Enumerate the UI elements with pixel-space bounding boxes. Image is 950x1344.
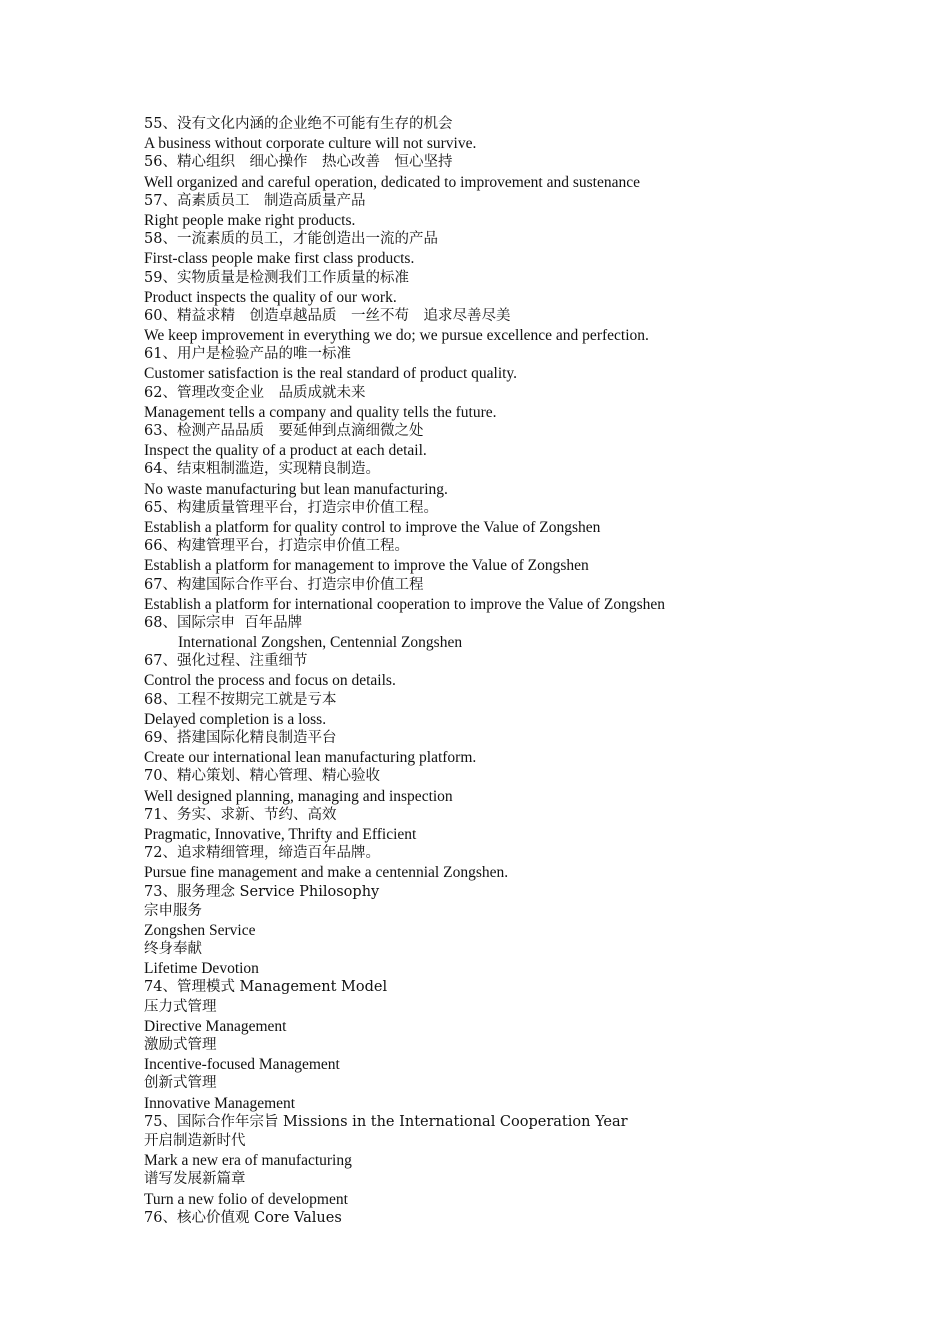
english-line: Well designed planning, managing and inspection: [144, 787, 453, 805]
chinese-line: 57、高素质员工 制造高质量产品: [144, 192, 366, 209]
english-line: First-class people make first class products.: [144, 250, 415, 268]
chinese-line: 创新式管理: [144, 1075, 217, 1092]
english-line: Directive Management: [144, 1017, 287, 1035]
english-line: Inspect the quality of a product at each detail.: [144, 442, 427, 460]
english-line: Delayed completion is a loss.: [144, 710, 327, 728]
chinese-line: 70、精心策划、精心管理、精心验收: [144, 768, 380, 785]
chinese-line: 76、核心价值观 Core Values: [144, 1209, 342, 1226]
chinese-line: 59、实物质量是检测我们工作质量的标准: [144, 269, 409, 286]
chinese-line: 压力式管理: [144, 998, 217, 1015]
chinese-line: 72、追求精细管理，缔造百年品牌。: [144, 845, 380, 862]
english-line: Lifetime Devotion: [144, 960, 259, 978]
english-line: International Zongshen, Centennial Zongshen: [178, 634, 463, 652]
chinese-line: 61、用户是检验产品的唯一标准: [144, 346, 351, 363]
document-body: [144, 115, 864, 1228]
english-line: Create our international lean manufacturing platform.: [144, 749, 477, 767]
chinese-line: 56、精心组织 细心操作 热心改善 恒心坚持: [144, 154, 453, 171]
english-line: We keep improvement in everything we do; we pursue excellence and perfection.: [144, 327, 649, 345]
chinese-line: 谱写发展新篇章: [144, 1171, 246, 1188]
english-line: Well organized and careful operation, dedicated to improvement and sustenance: [144, 173, 640, 191]
english-line: Pursue fine management and make a centennial Zongshen.: [144, 864, 509, 882]
english-line: Management tells a company and quality tells the future.: [144, 403, 497, 421]
chinese-line: 激励式管理: [144, 1037, 217, 1053]
chinese-line: 71、务实、求新、节约、高效: [144, 806, 337, 823]
english-line: Establish a platform for management to improve the Value of Zongshen: [144, 557, 589, 575]
chinese-line: 终身奉献: [144, 941, 202, 958]
chinese-line: 67、构建国际合作平台、打造宗申价值工程: [144, 576, 424, 593]
chinese-line: 68、国际宗申 百年品牌: [144, 614, 303, 631]
chinese-line: 60、精益求精 创造卓越品质 一丝不苟 追求尽善尽美: [144, 307, 511, 324]
chinese-line: 75、国际合作年宗旨 Missions in the International Cooperation Year: [144, 1113, 628, 1130]
chinese-line: 65、构建质量管理平台，打造宗申价值工程。: [144, 499, 438, 516]
english-line: Right people make right products.: [144, 211, 356, 229]
english-line: No waste manufacturing but lean manufacturing.: [144, 480, 448, 498]
english-line: Establish a platform for quality control to improve the Value of Zongshen: [144, 518, 601, 536]
chinese-line: 68、工程不按期完工就是亏本: [144, 691, 337, 708]
english-line: A business without corporate culture will not survive.: [144, 135, 477, 153]
english-line: Control the process and focus on details.: [144, 672, 396, 690]
chinese-line: 58、一流素质的员工，才能创造出一流的产品: [144, 231, 438, 248]
english-line: Turn a new folio of development: [144, 1190, 348, 1208]
chinese-line: 55、没有文化内涵的企业绝不可能有生存的机会: [144, 116, 453, 132]
chinese-line: 74、管理模式 Management Model: [144, 979, 388, 996]
english-line: Establish a platform for international cooperation to improve the Value of Zongshen: [144, 595, 665, 613]
chinese-line: 宗申服务: [144, 902, 202, 919]
chinese-line: 开启制造新时代: [144, 1132, 246, 1149]
english-line: Incentive-focused Management: [144, 1056, 340, 1074]
english-line: Zongshen Service: [144, 921, 256, 939]
chinese-line: 63、检测产品品质 要延伸到点滴细微之处: [144, 423, 424, 439]
english-line: Mark a new era of manufacturing: [144, 1152, 352, 1170]
english-line: Product inspects the quality of our work.: [144, 288, 397, 306]
english-line: Customer satisfaction is the real standard of product quality.: [144, 365, 518, 383]
chinese-line: 67、强化过程、注重细节: [144, 653, 308, 670]
english-line: Innovative Management: [144, 1094, 296, 1112]
chinese-line: 62、管理改变企业 品质成就未来: [144, 384, 366, 401]
chinese-line: 64、结束粗制滥造，实现精良制造。: [144, 461, 380, 478]
chinese-line: 73、服务理念 Service Philosophy: [144, 883, 380, 900]
english-line: Pragmatic, Innovative, Thrifty and Efficient: [144, 825, 417, 843]
chinese-line: 66、构建管理平台，打造宗申价值工程。: [144, 538, 409, 555]
chinese-line: 69、搭建国际化精良制造平台: [144, 730, 337, 746]
